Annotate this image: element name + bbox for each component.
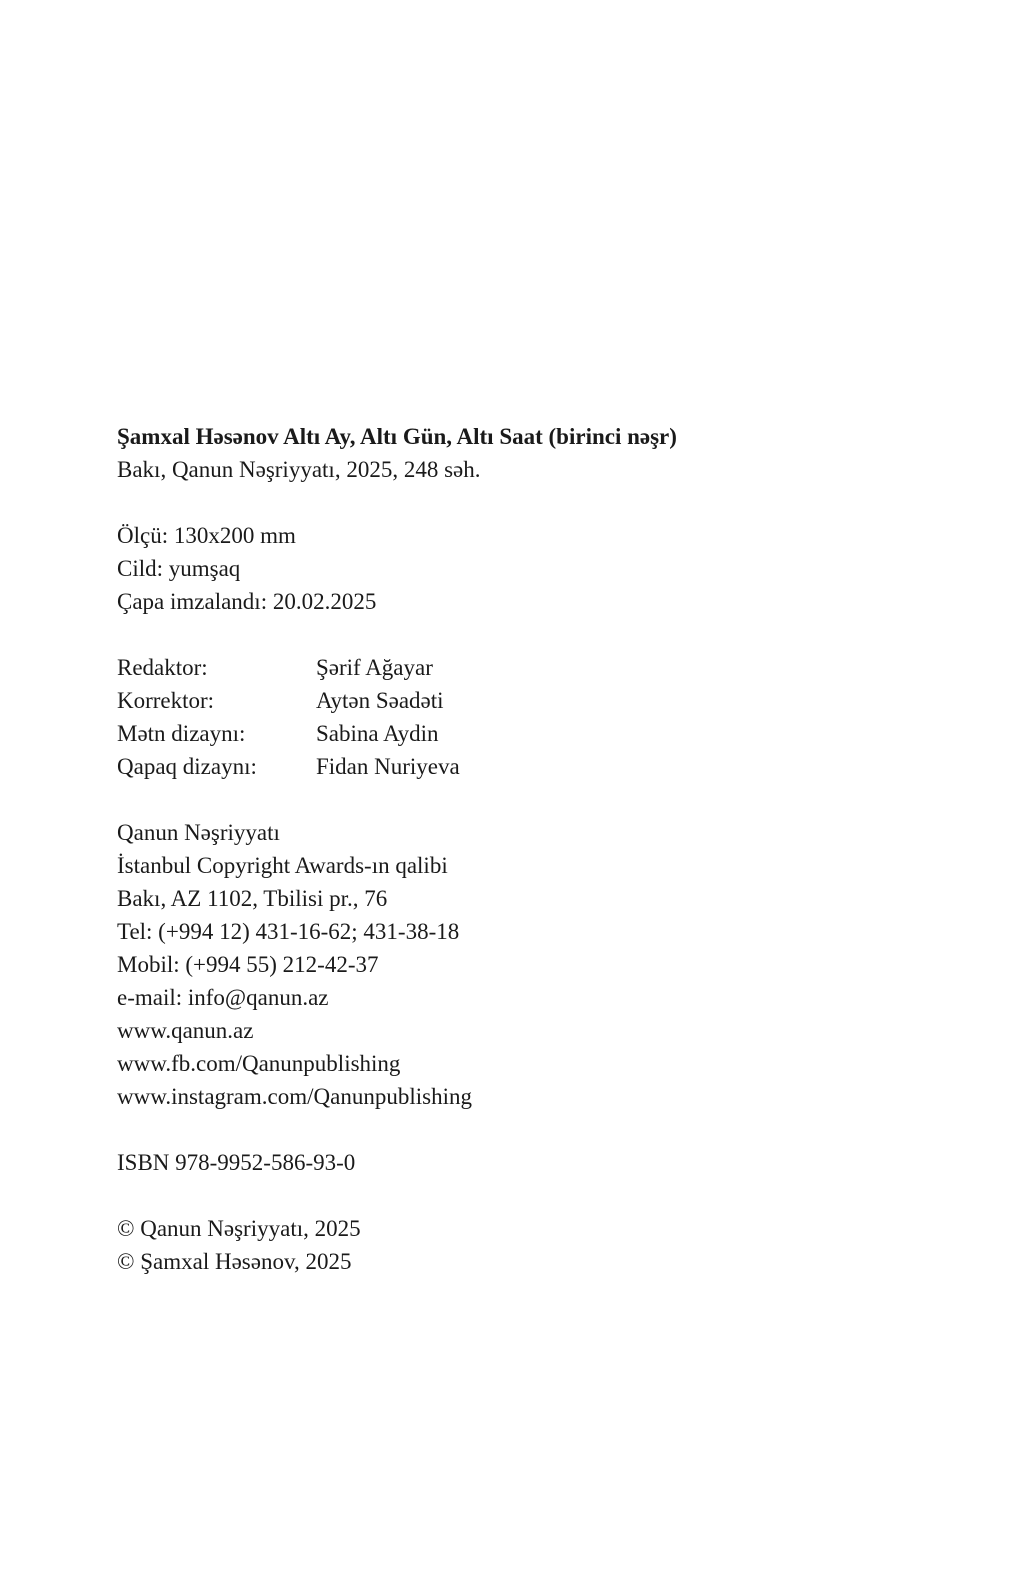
credit-name: Sabina Aydin bbox=[316, 721, 439, 746]
publisher-address: Bakı, AZ 1102, Tbilisi pr., 76 bbox=[117, 886, 388, 911]
spacer bbox=[117, 783, 917, 816]
copyright-page bbox=[117, 420, 917, 1278]
spec-binding: Cild: yumşaq bbox=[117, 556, 241, 581]
spec-print-date: Çapa imzalandı: 20.02.2025 bbox=[117, 589, 377, 614]
spacer bbox=[117, 1113, 917, 1146]
spacer bbox=[117, 1179, 917, 1212]
credit-role: Qapaq dizaynı: bbox=[117, 754, 257, 779]
credit-row bbox=[117, 651, 917, 684]
credit-name: Şərif Ağayar bbox=[316, 655, 433, 680]
copyright-block bbox=[117, 1212, 917, 1278]
publisher-name: Qanun Nəşriyyatı bbox=[117, 820, 280, 845]
spacer bbox=[117, 486, 917, 519]
publisher-email: e-mail: info@qanun.az bbox=[117, 985, 329, 1010]
copyright-author: © Şamxal Həsənov, 2025 bbox=[117, 1249, 352, 1274]
publisher-mobile: Mobil: (+994 55) 212-42-37 bbox=[117, 952, 379, 977]
credit-row bbox=[117, 684, 917, 717]
publisher-instagram: www.instagram.com/Qanunpublishing bbox=[117, 1084, 472, 1109]
credit-row bbox=[117, 717, 917, 750]
publisher-facebook: www.fb.com/Qanunpublishing bbox=[117, 1051, 401, 1076]
credit-row bbox=[117, 750, 917, 783]
publisher-website: www.qanun.az bbox=[117, 1018, 254, 1043]
credit-role: Korrektor: bbox=[117, 688, 215, 713]
spec-size: Ölçü: 130x200 mm bbox=[117, 523, 296, 548]
publisher-award: İstanbul Copyright Awards-ın qalibi bbox=[117, 853, 448, 878]
copyright-publisher: © Qanun Nəşriyyatı, 2025 bbox=[117, 1216, 361, 1241]
credit-name: Aytən Səadəti bbox=[316, 688, 444, 713]
imprint-line: Bakı, Qanun Nəşriyyatı, 2025, 248 səh. bbox=[117, 457, 481, 482]
book-title-line: Şamxal Həsənov Altı Ay, Altı Gün, Altı Saat (birinci nəşr) bbox=[117, 424, 677, 449]
publisher-block bbox=[117, 816, 917, 1113]
specs-block bbox=[117, 519, 917, 618]
credit-role: Redaktor: bbox=[117, 655, 208, 680]
credits-block bbox=[117, 651, 917, 783]
isbn: ISBN 978-9952-586-93-0 bbox=[117, 1150, 356, 1175]
spacer bbox=[117, 618, 917, 651]
credit-role: Mətn dizaynı: bbox=[117, 721, 246, 746]
publisher-phone: Tel: (+994 12) 431-16-62; 431-38-18 bbox=[117, 919, 460, 944]
credit-name: Fidan Nuriyeva bbox=[316, 754, 460, 779]
